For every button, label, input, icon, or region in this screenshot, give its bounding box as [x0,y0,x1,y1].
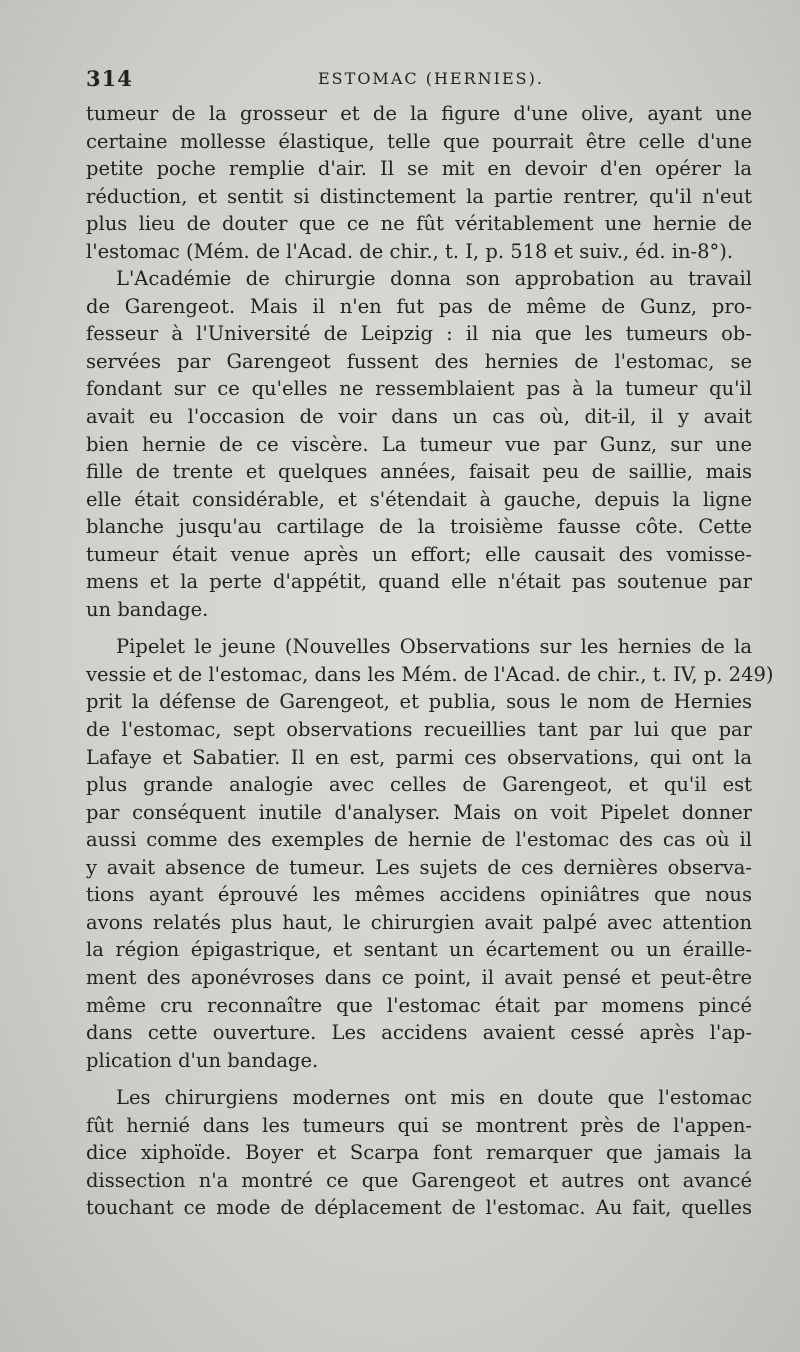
text-line: l'estomac (Mém. de l'Acad. de chir., t. I, p. 518 et suiv., éd. in-8°). [86,239,734,263]
paragraph [86,265,752,623]
text-line: bien hernie de ce viscère. La tumeur vue par Gunz, sur une [86,432,752,456]
paragraph [86,100,752,265]
text-line: fût hernié dans les tumeurs qui se montrent près de l'appen- [86,1113,752,1137]
text-line: vessie et de l'estomac, dans les Mém. de l'Acad. de chir., t. IV, p. 249) [86,662,774,686]
text-line: tumeur était venue après un effort; elle causait des vomisse- [86,542,752,566]
text-line: ment des aponévroses dans ce point, il avait pensé et peut-être [86,965,752,989]
text-line: Lafaye et Sabatier. Il en est, parmi ces observations, qui ont la [86,745,752,769]
text-line: tumeur de la grosseur et de la figure d'une olive, ayant une [86,102,752,125]
text-line: certaine mollesse élastique, telle que pourrait être celle d'une [86,129,752,153]
text-line: par conséquent inutile d'analyser. Mais on voit Pipelet donner [86,800,752,824]
paragraph-gap [86,1074,752,1084]
text-line: plication d'un bandage. [86,1048,319,1072]
paragraph [86,1084,752,1222]
text-line: la région épigastrique, et sentant un écartement ou un éraille- [86,938,752,962]
paragraph-gap [86,623,752,633]
page-header [86,66,750,96]
text-line: petite poche remplie d'air. Il se mit en devoir d'en opérer la [86,157,752,181]
text-line: avons relatés plus haut, le chirurgien avait palpé avec attention [86,910,752,934]
text-line: elle était considérable, et s'étendait à gauche, depuis la ligne [86,487,752,511]
text-line: de l'estomac, sept observations recueillies tant par lui que par [86,718,752,742]
text-line: fesseur à l'Université de Leipzig : il nia que les tumeurs ob- [86,322,752,346]
text-line: même cru reconnaître que l'estomac était par momens pincé [86,993,752,1017]
text-line: plus lieu de douter que ce ne fût véritablement une hernie de [86,212,752,236]
text-line: dice xiphoïde. Boyer et Scarpa font remarquer que jamais la [86,1141,752,1165]
paragraph [86,633,774,1074]
body-text [86,100,774,1222]
text-line: Les chirurgiens modernes ont mis en doute que l'estomac [116,1086,752,1110]
page-number: 314 [86,66,133,91]
text-line: servées par Garengeot fussent des hernies de l'estomac, se [86,349,752,373]
text-line: de Garengeot. Mais il n'en fut pas de même de Gunz, pro- [86,294,752,318]
text-line: réduction, et sentit si distinctement la partie rentrer, qu'il n'eut [86,184,752,208]
text-line: dans cette ouverture. Les accidens avaient cessé après l'ap- [86,1021,752,1045]
text-line: L'Académie de chirurgie donna son approbation au travail [116,267,752,291]
text-line: plus grande analogie avec celles de Garengeot, et qu'il est [86,773,752,797]
text-line: y avait absence de tumeur. Les sujets de ces dernières observa- [86,855,752,879]
text-line: tions ayant éprouvé les mêmes accidens opiniâtres que nous [86,883,752,907]
text-line: dissection n'a montré ce que Garengeot et autres ont avancé [86,1168,752,1192]
text-line: touchant ce mode de déplacement de l'estomac. Au fait, quelles [86,1196,752,1220]
text-line: mens et la perte d'appétit, quand elle n'était pas soutenue par [86,570,752,594]
text-line: fille de trente et quelques années, faisait peu de saillie, mais [86,460,752,484]
text-line: prit la défense de Garengeot, et publia, sous le nom de Hernies [86,690,752,714]
text-line: un bandage. [86,597,209,621]
text-line: avait eu l'occasion de voir dans un cas où, dit-il, il y avait [86,405,752,429]
text-line: Pipelet le jeune (Nouvelles Observations sur les hernies de la [116,635,752,659]
text-line: blanche jusqu'au cartilage de la troisième fausse côte. Cette [86,515,752,539]
running-head: ESTOMAC (HERNIES). [318,69,544,88]
text-line: aussi comme des exemples de hernie de l'estomac des cas où il [86,828,752,852]
text-line: fondant sur ce qu'elles ne ressemblaient pas à la tumeur qu'il [86,377,752,401]
